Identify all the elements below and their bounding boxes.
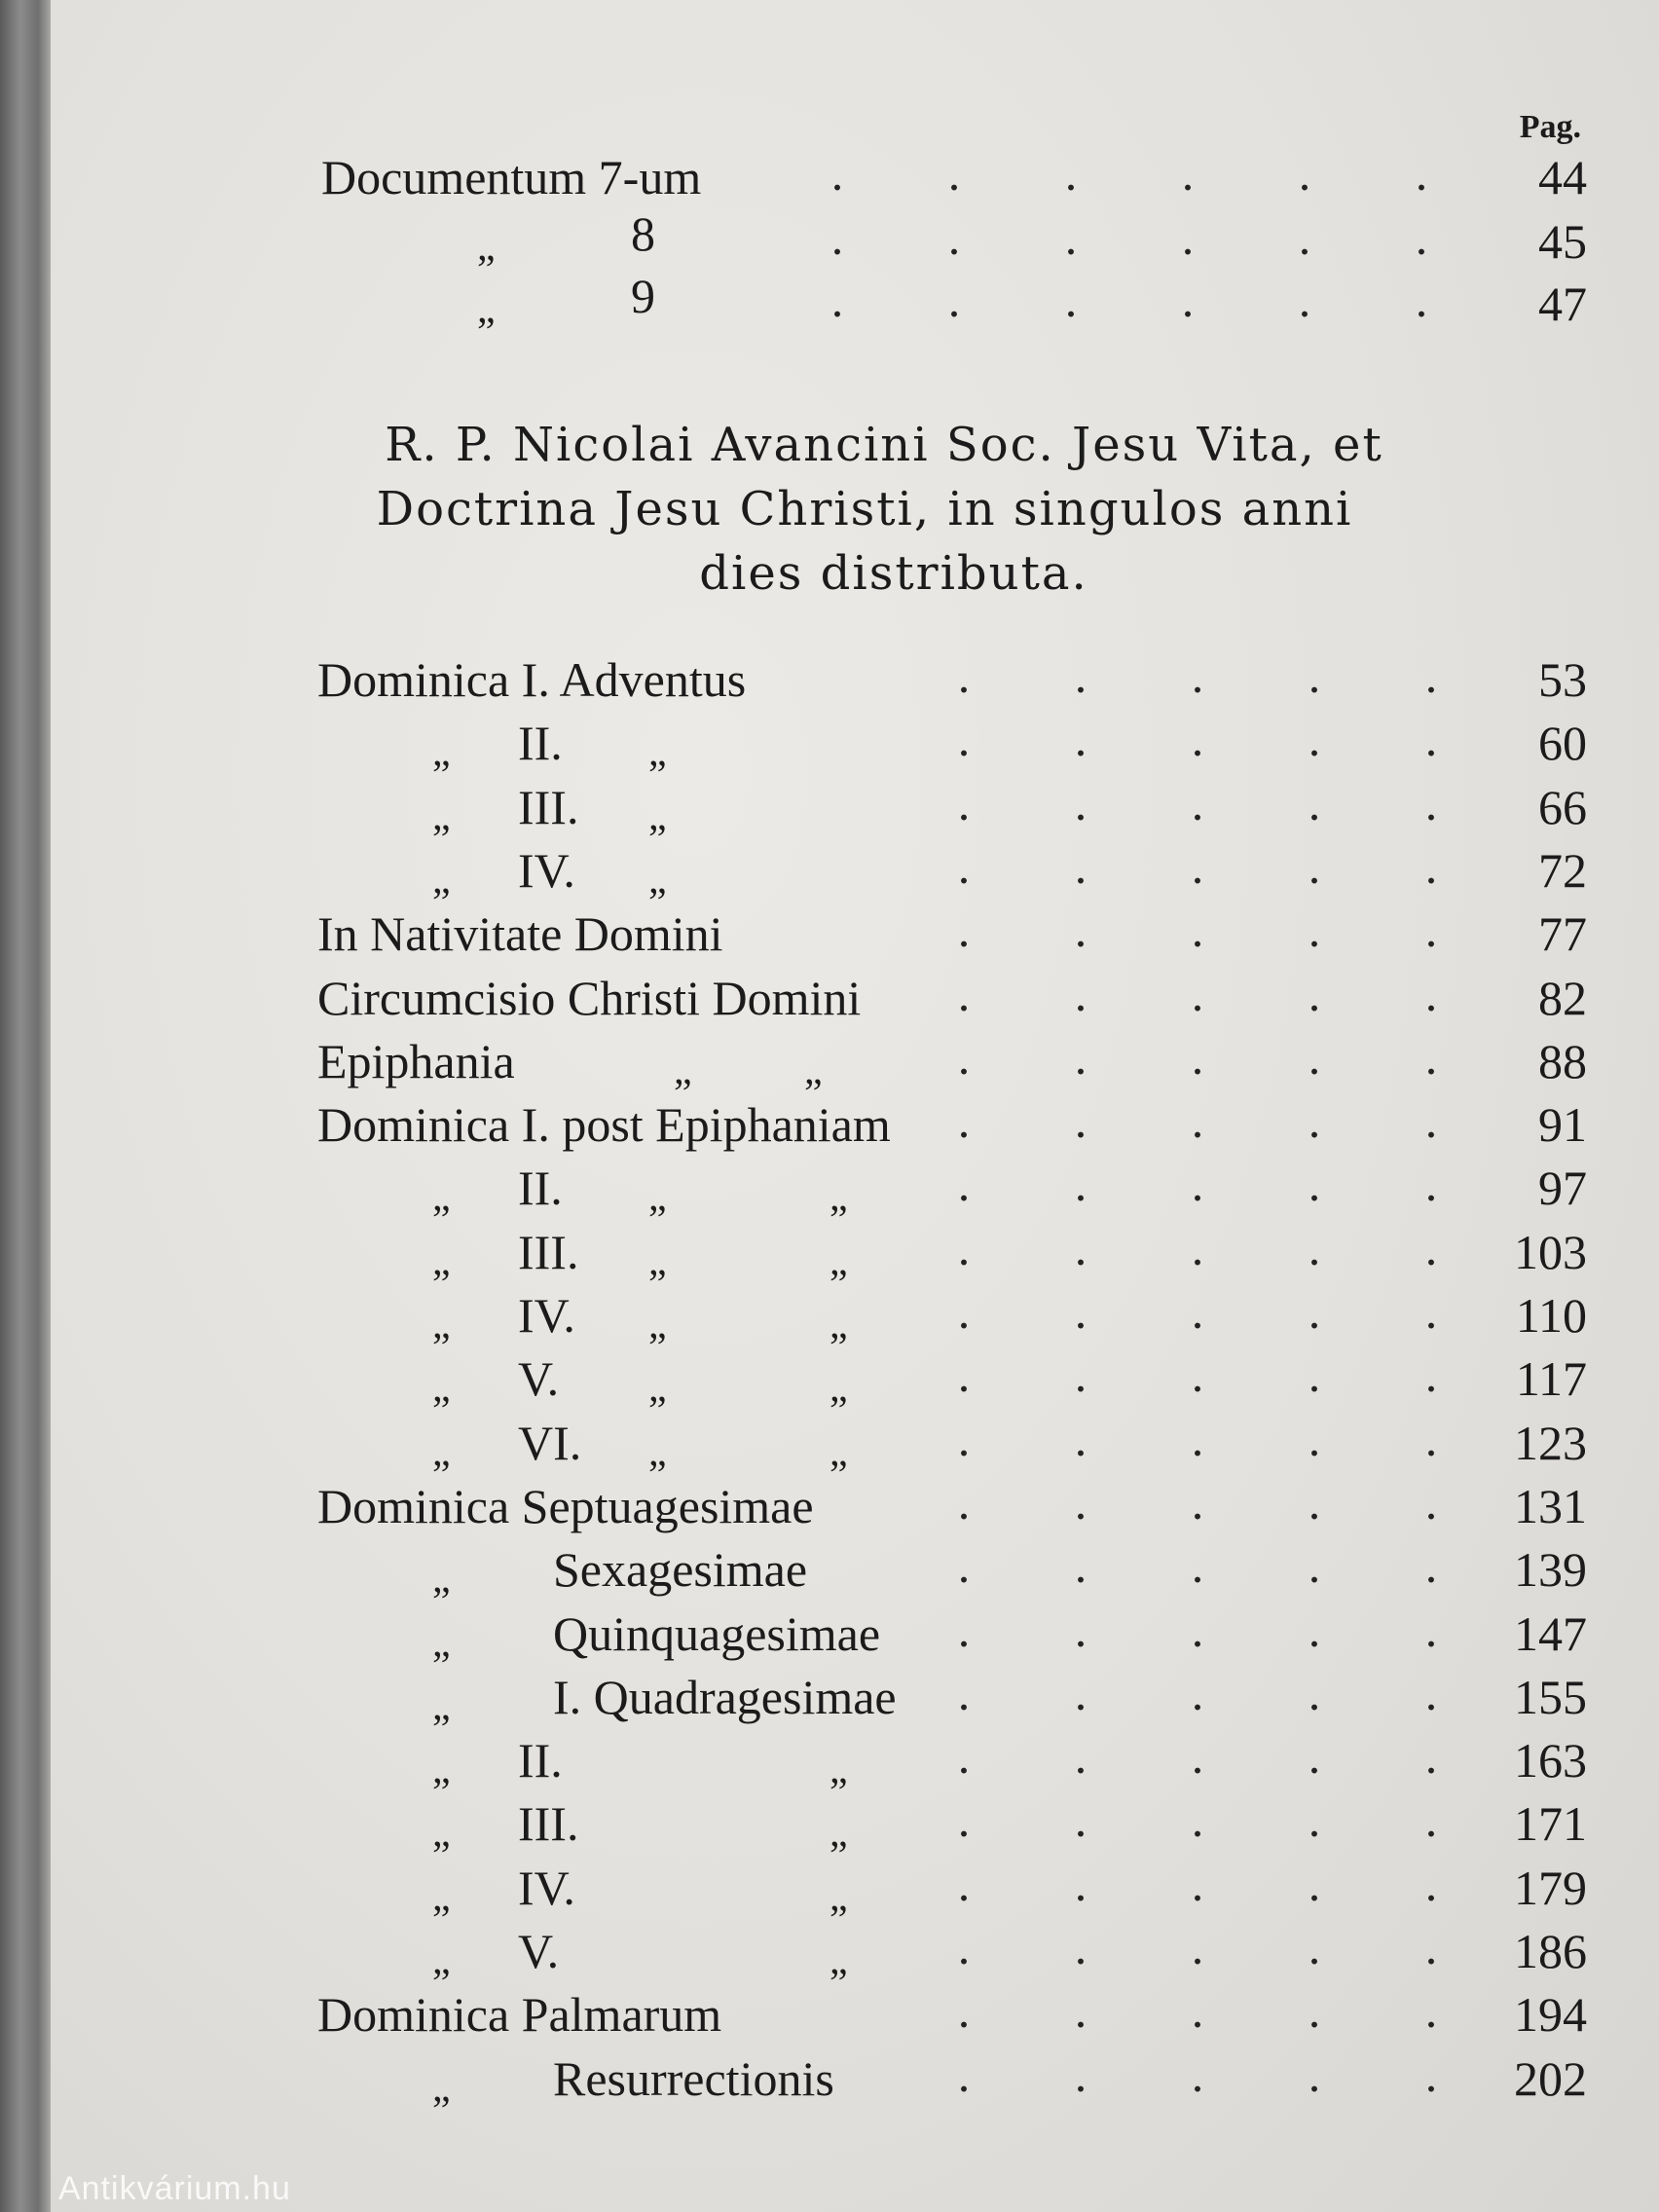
- toc-row: [51, 1412, 1659, 1475]
- entry-subtitle: II.: [518, 1161, 563, 1215]
- leader-dots: . . . . .: [957, 1030, 1438, 1085]
- entry-title: Documentum 7-um: [321, 150, 702, 204]
- toc-row: [51, 650, 1659, 709]
- page-number: 163: [1514, 1733, 1587, 1788]
- toc-row: [51, 1603, 1659, 1666]
- toc-row: [51, 1347, 1659, 1411]
- ditto-mark: „: [648, 1303, 667, 1347]
- ditto-mark: „: [648, 1366, 667, 1411]
- page-number: 123: [1514, 1416, 1587, 1470]
- ditto-mark: „: [432, 1811, 451, 1856]
- toc-row: [51, 1221, 1659, 1284]
- book-spine-edge: [0, 0, 51, 2212]
- entry-title: Epiphania: [317, 1034, 515, 1088]
- toc-row: [51, 1920, 1659, 1983]
- ditto-mark: „: [432, 1366, 451, 1411]
- toc-row: [51, 148, 1659, 206]
- page-number: 60: [1538, 716, 1587, 770]
- ditto-mark: „: [830, 1430, 848, 1475]
- leader-dots: . . . . .: [957, 1093, 1438, 1148]
- ditto-mark: „: [648, 794, 667, 839]
- toc-row: [51, 776, 1659, 839]
- ditto-mark: „: [432, 1557, 451, 1602]
- ditto-mark: „: [674, 1049, 692, 1093]
- ditto-mark: „: [432, 1621, 451, 1666]
- toc-row: [51, 1792, 1659, 1856]
- entry-subtitle: IV.: [518, 1861, 575, 1915]
- ditto-mark: „: [432, 1430, 451, 1475]
- ditto-mark: „: [477, 287, 496, 332]
- ditto-mark: „: [432, 1303, 451, 1347]
- ditto-mark: „: [830, 1303, 848, 1347]
- ditto-mark: „: [648, 1175, 667, 1220]
- entry-subtitle: II.: [518, 716, 563, 770]
- toc-row: [51, 1985, 1659, 2044]
- entry-subtitle: Resurrectionis: [553, 2051, 834, 2106]
- section-heading-line-1: R. P. Nicolai Avancini Soc. Jesu Vita, et: [385, 418, 1383, 472]
- entry-subtitle: III.: [518, 780, 579, 834]
- leader-dots: . . . . .: [957, 1666, 1438, 1720]
- page-number: 147: [1514, 1606, 1587, 1661]
- watermark-text: Antikvárium.hu: [58, 2170, 291, 2207]
- ditto-mark: „: [432, 858, 451, 903]
- entry-subtitle: III.: [518, 1796, 579, 1851]
- leader-dots: . . . . . .: [830, 146, 1428, 201]
- entry-subtitle: Sexagesimae: [553, 1542, 808, 1597]
- ditto-mark: „: [830, 1875, 848, 1920]
- ditto-mark: „: [432, 1239, 451, 1284]
- page-number: 53: [1538, 652, 1587, 707]
- leader-dots: . . . . .: [957, 1157, 1438, 1211]
- page-number: 186: [1514, 1924, 1587, 1978]
- page-number: 77: [1538, 906, 1587, 961]
- ditto-mark: „: [432, 730, 451, 775]
- toc-row: [51, 1477, 1659, 1535]
- ditto-mark: „: [830, 1938, 848, 1983]
- entry-title: Circumcisio Christi Domini: [317, 971, 862, 1025]
- page-number: 117: [1515, 1351, 1587, 1406]
- leader-dots: . . . . .: [957, 1221, 1438, 1275]
- page-number: 72: [1538, 843, 1587, 898]
- toc-row: [51, 1157, 1659, 1220]
- entry-subtitle: IV.: [518, 843, 575, 898]
- ditto-mark: „: [804, 1049, 823, 1093]
- ditto-mark: „: [830, 1748, 848, 1792]
- book-page: [51, 0, 1659, 2212]
- leader-dots: . . . . .: [957, 1729, 1438, 1784]
- page-number: 155: [1514, 1670, 1587, 1724]
- leader-dots: . . . . .: [957, 1412, 1438, 1466]
- leader-dots: . . . . .: [957, 1347, 1438, 1402]
- leader-dots: . . . . .: [957, 1857, 1438, 1911]
- page-number: 88: [1538, 1034, 1587, 1088]
- leader-dots: . . . . .: [957, 712, 1438, 766]
- entry-title: Dominica Septuagesimae: [317, 1479, 814, 1533]
- entry-title: In Nativitate Domini: [317, 906, 723, 961]
- section-heading-line-3: dies distributa.: [699, 546, 1088, 601]
- ditto-mark: „: [830, 1366, 848, 1411]
- entry-subtitle: Quinquagesimae: [553, 1606, 881, 1661]
- entry-subtitle: VI.: [518, 1416, 582, 1470]
- toc-row: [51, 1729, 1659, 1792]
- toc-row: [51, 1286, 1659, 1345]
- toc-row: [51, 2047, 1659, 2111]
- leader-dots: . . . . .: [957, 839, 1438, 894]
- page-number: 82: [1538, 971, 1587, 1025]
- page-number: 103: [1514, 1225, 1587, 1279]
- leader-dots: . . . . .: [957, 1792, 1438, 1847]
- toc-row: [51, 1538, 1659, 1602]
- leader-dots: . . . . .: [957, 1538, 1438, 1593]
- page-number: 47: [1538, 276, 1587, 331]
- toc-row: [51, 904, 1659, 963]
- toc-row: [51, 839, 1659, 903]
- ditto-mark: „: [648, 1239, 667, 1284]
- page-number: 139: [1514, 1542, 1587, 1597]
- entry-numeral: 9: [631, 269, 655, 323]
- leader-dots: . . . . .: [957, 1603, 1438, 1657]
- page-number: 44: [1538, 150, 1587, 204]
- ditto-mark: „: [432, 1938, 451, 1983]
- page-number: 91: [1538, 1097, 1587, 1152]
- leader-dots: . . . . .: [957, 903, 1438, 957]
- ditto-mark: „: [477, 225, 496, 270]
- ditto-mark: „: [648, 1430, 667, 1475]
- ditto-mark: „: [432, 1684, 451, 1729]
- leader-dots: . . . . .: [957, 2047, 1438, 2102]
- leader-dots: . . . . .: [957, 1983, 1438, 2038]
- entry-numeral: 8: [631, 206, 655, 261]
- ditto-mark: „: [830, 1239, 848, 1284]
- page-number: 194: [1514, 1987, 1587, 2042]
- ditto-mark: „: [830, 1175, 848, 1220]
- page-number: 66: [1538, 780, 1587, 834]
- page-number: 171: [1514, 1796, 1587, 1851]
- ditto-mark: „: [648, 730, 667, 775]
- ditto-mark: „: [432, 794, 451, 839]
- leader-dots: . . . . .: [957, 776, 1438, 830]
- ditto-mark: „: [432, 1175, 451, 1220]
- page-number: 97: [1538, 1161, 1587, 1215]
- toc-row: [51, 206, 1659, 271]
- leader-dots: . . . . . .: [830, 210, 1428, 265]
- page-number: 45: [1538, 214, 1587, 269]
- entry-title: Dominica I. post Epiphaniam: [317, 1097, 891, 1152]
- leader-dots: . . . . .: [957, 1920, 1438, 1974]
- page-number: 110: [1515, 1288, 1587, 1343]
- ditto-mark: „: [432, 1875, 451, 1920]
- toc-row: [51, 269, 1659, 333]
- ditto-mark: „: [830, 1811, 848, 1856]
- leader-dots: . . . . .: [957, 1284, 1438, 1339]
- toc-row: [51, 712, 1659, 775]
- ditto-mark: „: [432, 2066, 451, 2111]
- ditto-mark: „: [432, 1748, 451, 1792]
- section-heading-line-2: Doctrina Jesu Christi, in singulos anni: [376, 482, 1353, 536]
- toc-row: [51, 1095, 1659, 1154]
- leader-dots: . . . . . .: [830, 273, 1428, 327]
- toc-row: [51, 1857, 1659, 1920]
- ditto-mark: „: [648, 858, 667, 903]
- entry-title: Dominica Palmarum: [317, 1987, 722, 2042]
- leader-dots: . . . . .: [957, 648, 1438, 703]
- entry-subtitle: III.: [518, 1225, 579, 1279]
- leader-dots: . . . . .: [957, 967, 1438, 1021]
- entry-subtitle: V.: [518, 1351, 560, 1406]
- toc-row: [51, 1030, 1659, 1093]
- page-number: 179: [1514, 1861, 1587, 1915]
- toc-row: [51, 1666, 1659, 1729]
- entry-title: Dominica I. Adventus: [317, 652, 747, 707]
- page-number: 131: [1514, 1479, 1587, 1533]
- entry-subtitle: II.: [518, 1733, 563, 1788]
- entry-subtitle: IV.: [518, 1288, 575, 1343]
- entry-subtitle: V.: [518, 1924, 560, 1978]
- leader-dots: . . . . .: [957, 1475, 1438, 1530]
- toc-row: [51, 969, 1659, 1027]
- entry-subtitle: I. Quadragesimae: [553, 1670, 897, 1724]
- page-number: 202: [1514, 2051, 1587, 2106]
- page-column-label: Pag.: [1519, 109, 1581, 145]
